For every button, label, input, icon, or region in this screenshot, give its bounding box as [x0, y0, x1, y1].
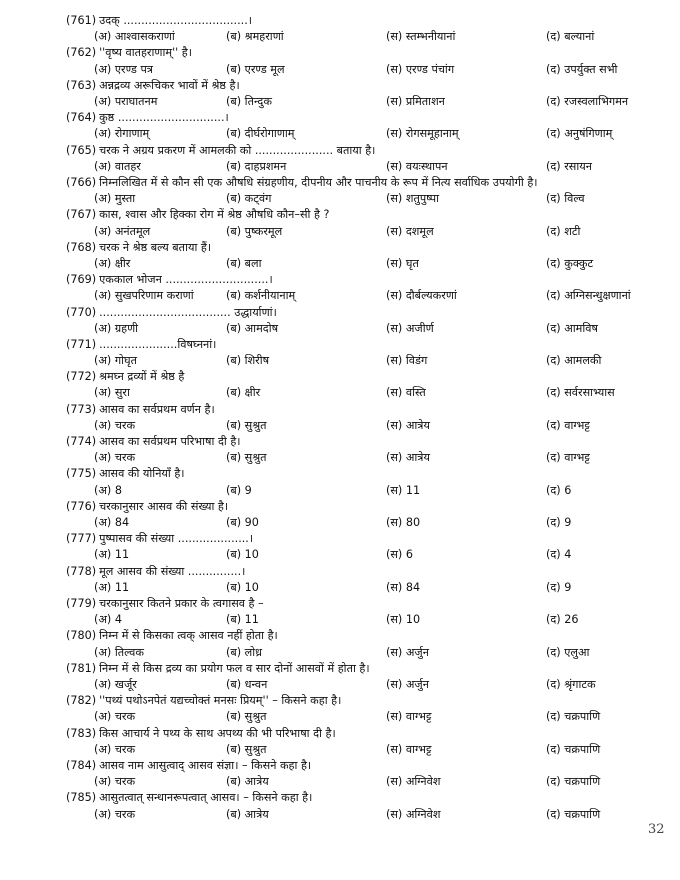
question-text: आसुतत्वात् सन्धानरूपत्वात् आसव। – किसने कहा है।	[99, 791, 313, 805]
option-1: (अ) आश्वासकराणां	[94, 30, 175, 44]
option-3: (स) अग्निवेश	[386, 807, 441, 821]
option-row	[66, 94, 666, 110]
option-row	[66, 418, 666, 434]
question-item	[66, 207, 666, 239]
option-2: (ब) 9	[226, 483, 252, 497]
option-1: (अ) 11	[94, 548, 130, 562]
option-1: (अ) 84	[94, 516, 130, 530]
option-3: (स) आत्रेय	[386, 451, 430, 465]
option-row	[66, 385, 666, 401]
question-line	[66, 305, 666, 321]
option-row	[66, 321, 666, 337]
question-line	[66, 790, 666, 806]
question-item	[66, 78, 666, 110]
question-number: (767)	[66, 208, 97, 222]
option-1: (अ) रोगाणाम्	[94, 127, 150, 141]
option-row	[66, 62, 666, 78]
option-3: (स) वाग्भट्ट	[386, 710, 432, 724]
option-row	[66, 677, 666, 693]
question-text: उदक् ...................................।	[99, 14, 253, 27]
question-item	[66, 693, 666, 725]
option-2: (ब) 10	[226, 548, 259, 562]
question-line	[66, 628, 666, 644]
option-2: (ब) क्षीर	[226, 386, 261, 400]
option-2: (ब) धन्वन	[226, 678, 268, 691]
question-line	[66, 110, 666, 126]
question-item	[66, 790, 666, 822]
question-item	[66, 45, 666, 77]
question-text: श्रमघ्न द्रव्यों में श्रेष्ठ है	[99, 370, 185, 384]
question-list	[66, 13, 666, 823]
option-3: (स) 6	[386, 548, 413, 562]
question-text: चरक ने श्रेष्ठ बल्य बताया हैं।	[99, 240, 212, 254]
question-number: (774)	[66, 435, 97, 449]
option-row	[66, 547, 666, 563]
question-text: निम्न में से किस द्रव्य का प्रयोग फल व सार दोनों आसवों में होता है।	[99, 661, 370, 675]
option-3: (स) 10	[386, 613, 421, 627]
option-1: (अ) सुखपरिणाम कराणां	[94, 289, 194, 303]
question-line	[66, 661, 666, 677]
option-1: (अ) चरक	[94, 418, 136, 432]
option-2: (ब) 90	[226, 516, 259, 530]
option-1: (अ) ग्रहणी	[94, 321, 139, 335]
option-2: (ब) एरण्ड मूल	[226, 62, 285, 76]
question-line	[66, 499, 666, 515]
option-2: (ब) बला	[226, 256, 262, 270]
option-row	[66, 159, 666, 175]
option-2: (ब) सुश्रुत	[226, 742, 267, 756]
option-4: (द) वाग्भट्ट	[546, 418, 590, 432]
option-4: (द) रसायन	[546, 159, 592, 173]
question-item	[66, 13, 666, 45]
option-2: (ब) कर्शनीयानाम्	[226, 289, 296, 303]
question-line	[66, 369, 666, 385]
option-1: (अ) तिल्वक	[94, 645, 144, 659]
option-row	[66, 353, 666, 369]
option-row	[66, 709, 666, 725]
question-line	[66, 758, 666, 774]
question-line	[66, 466, 666, 482]
option-row	[66, 450, 666, 466]
option-1: (अ) 4	[94, 613, 122, 627]
question-line	[66, 175, 666, 191]
option-2: (ब) कट्वंग	[226, 192, 272, 206]
option-4: (द) अनुषंगिणाम्	[546, 127, 613, 141]
option-3: (स) अग्निवेश	[386, 775, 441, 789]
question-text: एककाल भोजन .............................।	[99, 273, 273, 287]
option-row	[66, 645, 666, 661]
question-text: निम्नलिखित में से कौन सी एक औषधि संग्रहणीय, दीपनीय और पाचनीय के रूप में नित्य सर्वाधिक उपयोगी है।	[99, 175, 538, 189]
option-3: (स) वस्ति	[386, 386, 426, 400]
option-3: (स) एरण्ड पंचांग	[386, 62, 455, 76]
option-4: (द) 9	[546, 580, 572, 594]
question-item	[66, 466, 666, 498]
option-row	[66, 126, 666, 142]
question-text: ''पथ्यं पथोऽनपेतं यद्यच्चोक्तं मनसः प्रियम्'' – किसने कहा है।	[99, 694, 342, 708]
option-1: (अ) चरक	[94, 807, 136, 821]
question-text: आसव का सर्वप्रथम वर्णन है।	[99, 402, 215, 416]
question-item	[66, 337, 666, 369]
question-text: ''वृष्य वातहराणाम्'' है।	[99, 46, 192, 60]
option-2: (ब) सुश्रुत	[226, 710, 267, 724]
option-2: (ब) 10	[226, 580, 259, 594]
option-4: (द) वाग्भट्ट	[546, 451, 590, 465]
question-text: पुष्पासव की संख्या ....................।	[99, 532, 254, 546]
option-3: (स) दौर्बल्यकरणां	[386, 289, 457, 303]
option-row	[66, 191, 666, 207]
question-number: (783)	[66, 726, 97, 740]
question-item	[66, 369, 666, 401]
option-4: (द) चक्रपाणि	[546, 710, 601, 724]
option-2: (ब) तिन्दुक	[226, 94, 272, 108]
question-number: (765)	[66, 143, 97, 157]
option-row	[66, 580, 666, 596]
option-1: (अ) गोघृत	[94, 354, 138, 368]
question-line	[66, 531, 666, 547]
option-4: (द) चक्रपाणि	[546, 742, 601, 756]
question-text: चरकानुसार कितने प्रकार के त्वगासव है –	[99, 597, 264, 611]
question-item	[66, 305, 666, 337]
question-item	[66, 564, 666, 596]
option-4: (द) शटी	[546, 224, 581, 238]
question-number: (784)	[66, 758, 97, 772]
option-1: (अ) अनंतमूल	[94, 224, 151, 238]
option-3: (स) 84	[386, 580, 421, 594]
question-item	[66, 272, 666, 304]
option-2: (ब) लोध्र	[226, 645, 263, 659]
option-4: (द) 26	[546, 613, 579, 627]
option-3: (स) शतुपुष्पा	[386, 192, 440, 206]
question-number: (779)	[66, 597, 97, 611]
option-4: (द) उपर्युक्त सभी	[546, 62, 618, 76]
question-number: (785)	[66, 791, 97, 805]
option-4: (द) बल्यानां	[546, 30, 595, 44]
option-4: (द) रजस्वलाभिगमन	[546, 94, 629, 108]
option-row	[66, 256, 666, 272]
question-number: (777)	[66, 532, 97, 546]
question-text: ......................विषघ्ननां।	[99, 337, 217, 351]
option-2: (ब) आत्रेय	[226, 807, 269, 821]
question-number: (772)	[66, 370, 97, 384]
question-line	[66, 78, 666, 94]
option-3: (स) दशमूल	[386, 224, 434, 238]
option-row	[66, 29, 666, 45]
option-1: (अ) वातहर	[94, 159, 141, 173]
option-1: (अ) चरक	[94, 775, 136, 789]
option-row	[66, 515, 666, 531]
option-row	[66, 807, 666, 823]
option-3: (स) वाग्भट्ट	[386, 742, 432, 756]
question-item	[66, 402, 666, 434]
question-text: चरकानुसार आसव की संख्या है।	[99, 499, 229, 513]
question-number: (776)	[66, 499, 97, 513]
question-number: (768)	[66, 240, 97, 254]
option-1: (अ) मुस्ता	[94, 192, 136, 206]
option-3: (स) रोगसमूहानाम्	[386, 127, 459, 141]
question-text: कास, श्वास और हिक्का रोग में श्रेष्ठ औषधि कौन–सी है ?	[99, 208, 330, 222]
question-item	[66, 143, 666, 175]
question-text: मूल आसव की संख्या ...............।	[99, 564, 246, 578]
option-1: (अ) चरक	[94, 451, 136, 465]
option-3: (स) अर्जुन	[386, 645, 429, 659]
question-item	[66, 661, 666, 693]
question-line	[66, 13, 666, 29]
question-item	[66, 110, 666, 142]
question-line	[66, 693, 666, 709]
option-2: (ब) आमदोष	[226, 321, 279, 335]
option-2: (ब) सुश्रुत	[226, 451, 267, 465]
option-2: (ब) शिरीष	[226, 354, 270, 368]
page-number: 32	[648, 822, 665, 837]
option-1: (अ) 11	[94, 580, 130, 594]
question-item	[66, 240, 666, 272]
option-3: (स) 80	[386, 516, 421, 530]
option-3: (स) 11	[386, 483, 421, 497]
option-3: (स) प्रमिताशन	[386, 94, 445, 108]
option-4: (द) श्रृंगाटक	[546, 678, 596, 691]
question-text: अन्नद्रव्य अरूचिकर भावों में श्रेष्ठ है।	[99, 78, 240, 92]
question-item	[66, 499, 666, 531]
option-3: (स) विडंग	[386, 354, 428, 368]
question-number: (770)	[66, 305, 97, 319]
question-number: (769)	[66, 273, 97, 287]
option-1: (अ) चरक	[94, 710, 136, 724]
question-number: (773)	[66, 402, 97, 416]
option-4: (द) कुक्कुट	[546, 256, 594, 270]
question-item	[66, 758, 666, 790]
question-text: आसव की योनियाँ है।	[99, 467, 185, 481]
option-4: (द) आमविष	[546, 321, 598, 335]
option-1: (अ) 8	[94, 483, 122, 497]
option-1: (अ) क्षीर	[94, 256, 131, 270]
question-number: (762)	[66, 46, 97, 60]
question-number: (778)	[66, 564, 97, 578]
question-number: (761)	[66, 14, 97, 27]
question-line	[66, 45, 666, 61]
question-item	[66, 628, 666, 660]
option-row	[66, 612, 666, 628]
question-number: (766)	[66, 175, 97, 189]
question-line	[66, 337, 666, 353]
question-text: आसव नाम आसुत्वाद् आसव संज्ञा। – किसने कहा है।	[99, 758, 312, 772]
question-text: कुष्ठ ..............................।	[99, 111, 229, 125]
question-line	[66, 596, 666, 612]
option-row	[66, 224, 666, 240]
option-3: (स) स्तम्भनीयानां	[386, 30, 456, 44]
option-2: (ब) दीर्घरोगाणाम्	[226, 127, 295, 141]
question-line	[66, 726, 666, 742]
option-3: (स) आत्रेय	[386, 418, 430, 432]
option-4: (द) 9	[546, 516, 572, 530]
option-3: (स) अर्जुन	[386, 678, 429, 691]
question-number: (763)	[66, 78, 97, 92]
option-1: (अ) एरण्ड पत्र	[94, 62, 153, 76]
option-4: (द) चक्रपाणि	[546, 807, 601, 821]
question-line	[66, 564, 666, 580]
question-number: (764)	[66, 111, 97, 125]
question-text: ..................................... उद्धार्याणां।	[99, 305, 277, 319]
option-1: (अ) सुरा	[94, 386, 130, 400]
option-1: (अ) खर्जूर	[94, 678, 137, 691]
option-4: (द) चक्रपाणि	[546, 775, 601, 789]
question-line	[66, 207, 666, 223]
option-2: (ब) सुश्रुत	[226, 418, 267, 432]
question-number: (782)	[66, 694, 97, 708]
question-text: किस आचार्य ने पथ्य के साथ अपथ्य की भी परिभाषा दी है।	[99, 726, 336, 740]
option-2: (ब) श्रमहराणां	[226, 30, 284, 44]
option-4: (द) 4	[546, 548, 572, 562]
question-number: (771)	[66, 337, 97, 351]
option-2: (ब) 11	[226, 613, 259, 627]
option-4: (द) 6	[546, 483, 572, 497]
question-number: (780)	[66, 629, 97, 643]
question-line	[66, 143, 666, 159]
option-row	[66, 288, 666, 304]
question-item	[66, 726, 666, 758]
question-item	[66, 175, 666, 207]
option-3: (स) अजीर्ण	[386, 321, 434, 335]
option-4: (द) अग्निसन्धुक्षणानां	[546, 289, 631, 303]
option-3: (स) घृत	[386, 256, 419, 270]
question-line	[66, 240, 666, 256]
option-4: (द) सर्वरसाभ्यास	[546, 386, 615, 400]
option-1: (अ) चरक	[94, 742, 136, 756]
question-item	[66, 596, 666, 628]
question-line	[66, 402, 666, 418]
option-1: (अ) पराघातनम	[94, 94, 158, 108]
option-row	[66, 774, 666, 790]
question-text: निम्न में से किसका त्वक् आसव नहीं होता है।	[99, 629, 278, 643]
question-number: (775)	[66, 467, 97, 481]
option-4: (द) आमलकी	[546, 354, 602, 368]
option-2: (ब) पुष्करमूल	[226, 224, 283, 238]
question-item	[66, 434, 666, 466]
question-number: (781)	[66, 661, 97, 675]
option-4: (द) एलुआ	[546, 645, 590, 659]
question-item	[66, 531, 666, 563]
option-4: (द) विल्व	[546, 192, 585, 206]
option-3: (स) वयःस्थापन	[386, 159, 448, 173]
option-2: (ब) दाहप्रशमन	[226, 159, 287, 173]
option-row	[66, 483, 666, 499]
question-text: चरक ने अग्रय प्रकरण में आमलकी को ...................... बताया है।	[99, 143, 376, 157]
question-line	[66, 434, 666, 450]
option-2: (ब) आत्रेय	[226, 775, 269, 789]
question-text: आसव का सर्वप्रथम परिभाषा दी है।	[99, 435, 241, 449]
question-line	[66, 272, 666, 288]
option-row	[66, 742, 666, 758]
